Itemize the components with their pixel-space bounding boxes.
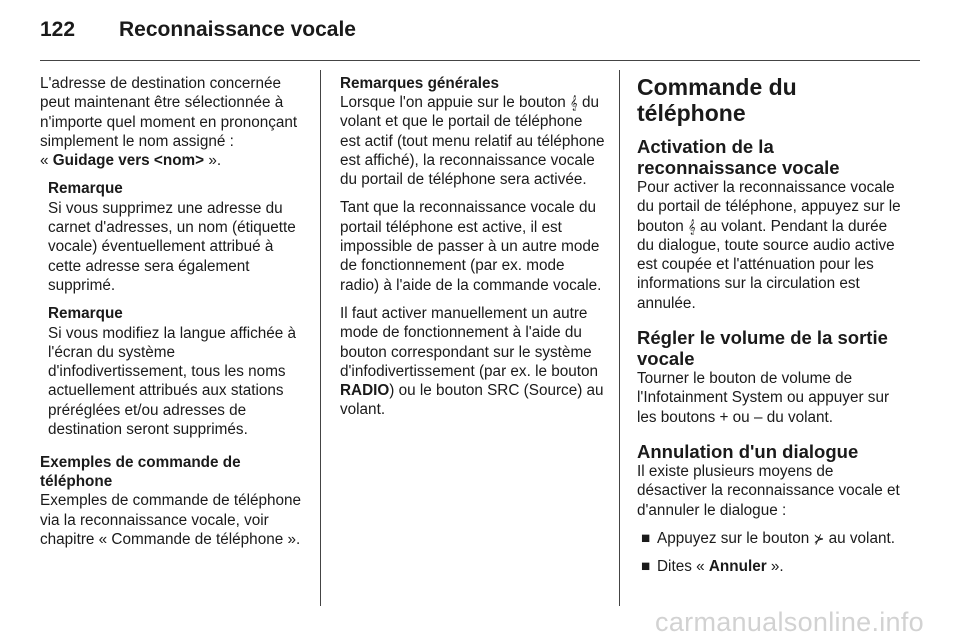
note-block-2	[48, 304, 308, 439]
voice-button-icon: 𝄞	[688, 218, 696, 234]
radio-button-label: RADIO	[340, 382, 390, 400]
section-text: Exemples de commande de téléphone via la reconnaissance vocale, voir chapitre « Commande de téléphone ».	[40, 492, 302, 548]
list-item: ■ Appuyez sur le bouton ⊁ au volant.	[641, 529, 895, 547]
section-heading: Annulation d'un dialogue	[637, 440, 859, 462]
page-title: Reconnaissance vocale	[119, 18, 356, 41]
section-heading: Régler le volume de la sortie vocale	[637, 327, 888, 370]
note-block-1	[48, 179, 308, 295]
cancel-text: Il existe plusieurs moyens de désactiver la reconnaissance vocale et d'annuler le dialogue :	[637, 462, 900, 519]
note-heading: Remarque	[48, 180, 123, 198]
column-left	[40, 74, 308, 558]
note-text: Si vous supprimez une adresse du carnet d'adresses, un nom (étiquette vocale) éventuellement attribué à cette adresse sera également supprimé.	[48, 199, 296, 294]
header-divider	[40, 60, 920, 61]
section-heading: Activation de la reconnaissance vocale	[637, 136, 840, 178]
intro-paragraph: L'adresse de destination concernée peut maintenant être sélectionnée à n'importe quel moment en prononçant simplement le nom assigné : « Guidage vers <nom> ».	[40, 75, 298, 170]
note-text: Si vous modifiez la langue affichée à l'écran du système d'infodivertissement, tous les noms actuellement attribués aux stations préréglées et/ou adresses de destination seront supprimés.	[48, 324, 297, 439]
section-heading: Remarques générales	[340, 75, 499, 92]
general-paragraph-2: Tant que la reconnaissance vocale du portail téléphone est active, il est impossible de passer à un autre mode de fonctionnement (par ex. mode radio) à l'aide de la commande vocale.	[340, 199, 602, 294]
activation-text: Pour activer la reconnaissance vocale du portail de téléphone, appuyez sur le bouton 𝄞 au volant. Pendant la durée du dialogue, toute source audio active est coupée et l'atténuation pour les informations sur la circulation est annulée.	[637, 179, 901, 312]
list-item: ■ Dites « Annuler ».	[641, 558, 784, 576]
column-divider	[619, 70, 620, 606]
column-middle	[340, 74, 606, 429]
section-heading: Exemples de commande de téléphone	[40, 454, 241, 491]
page-header	[40, 14, 920, 52]
voice-button-icon: 𝄞	[570, 95, 578, 110]
note-heading: Remarque	[48, 305, 123, 323]
volume-text: Tourner le bouton de volume de l'Infotainment System ou appuyer sur les boutons + ou – du volant.	[637, 370, 890, 426]
chapter-title: Commande du téléphone	[637, 74, 797, 126]
cancel-voice-icon: ⊁	[813, 530, 825, 546]
general-paragraph-3: Il faut activer manuellement un autre mode de fonctionnement à l'aide du bouton correspondant sur le système d'infodivertissement (par ex. le bouton RADIO) ou le bouton SRC (Source) au volant.	[340, 304, 604, 419]
cancel-command: Annuler	[708, 558, 767, 576]
bullet-icon: ■	[641, 529, 651, 547]
general-paragraph-1: Lorsque l'on appuie sur le bouton 𝄞 du volant et que le portail de téléphone est actif (tout menu relatif au téléphone est affiché), la reconnaissance vocale du portail de téléphone sera activée.	[340, 94, 605, 189]
intro-command: Guidage vers <nom>	[52, 152, 205, 170]
page-number: 122	[40, 18, 76, 41]
bullet-icon: ■	[641, 558, 651, 576]
column-divider	[320, 70, 321, 606]
column-right	[637, 74, 905, 585]
watermark: carmanualsonline.info	[655, 607, 924, 637]
